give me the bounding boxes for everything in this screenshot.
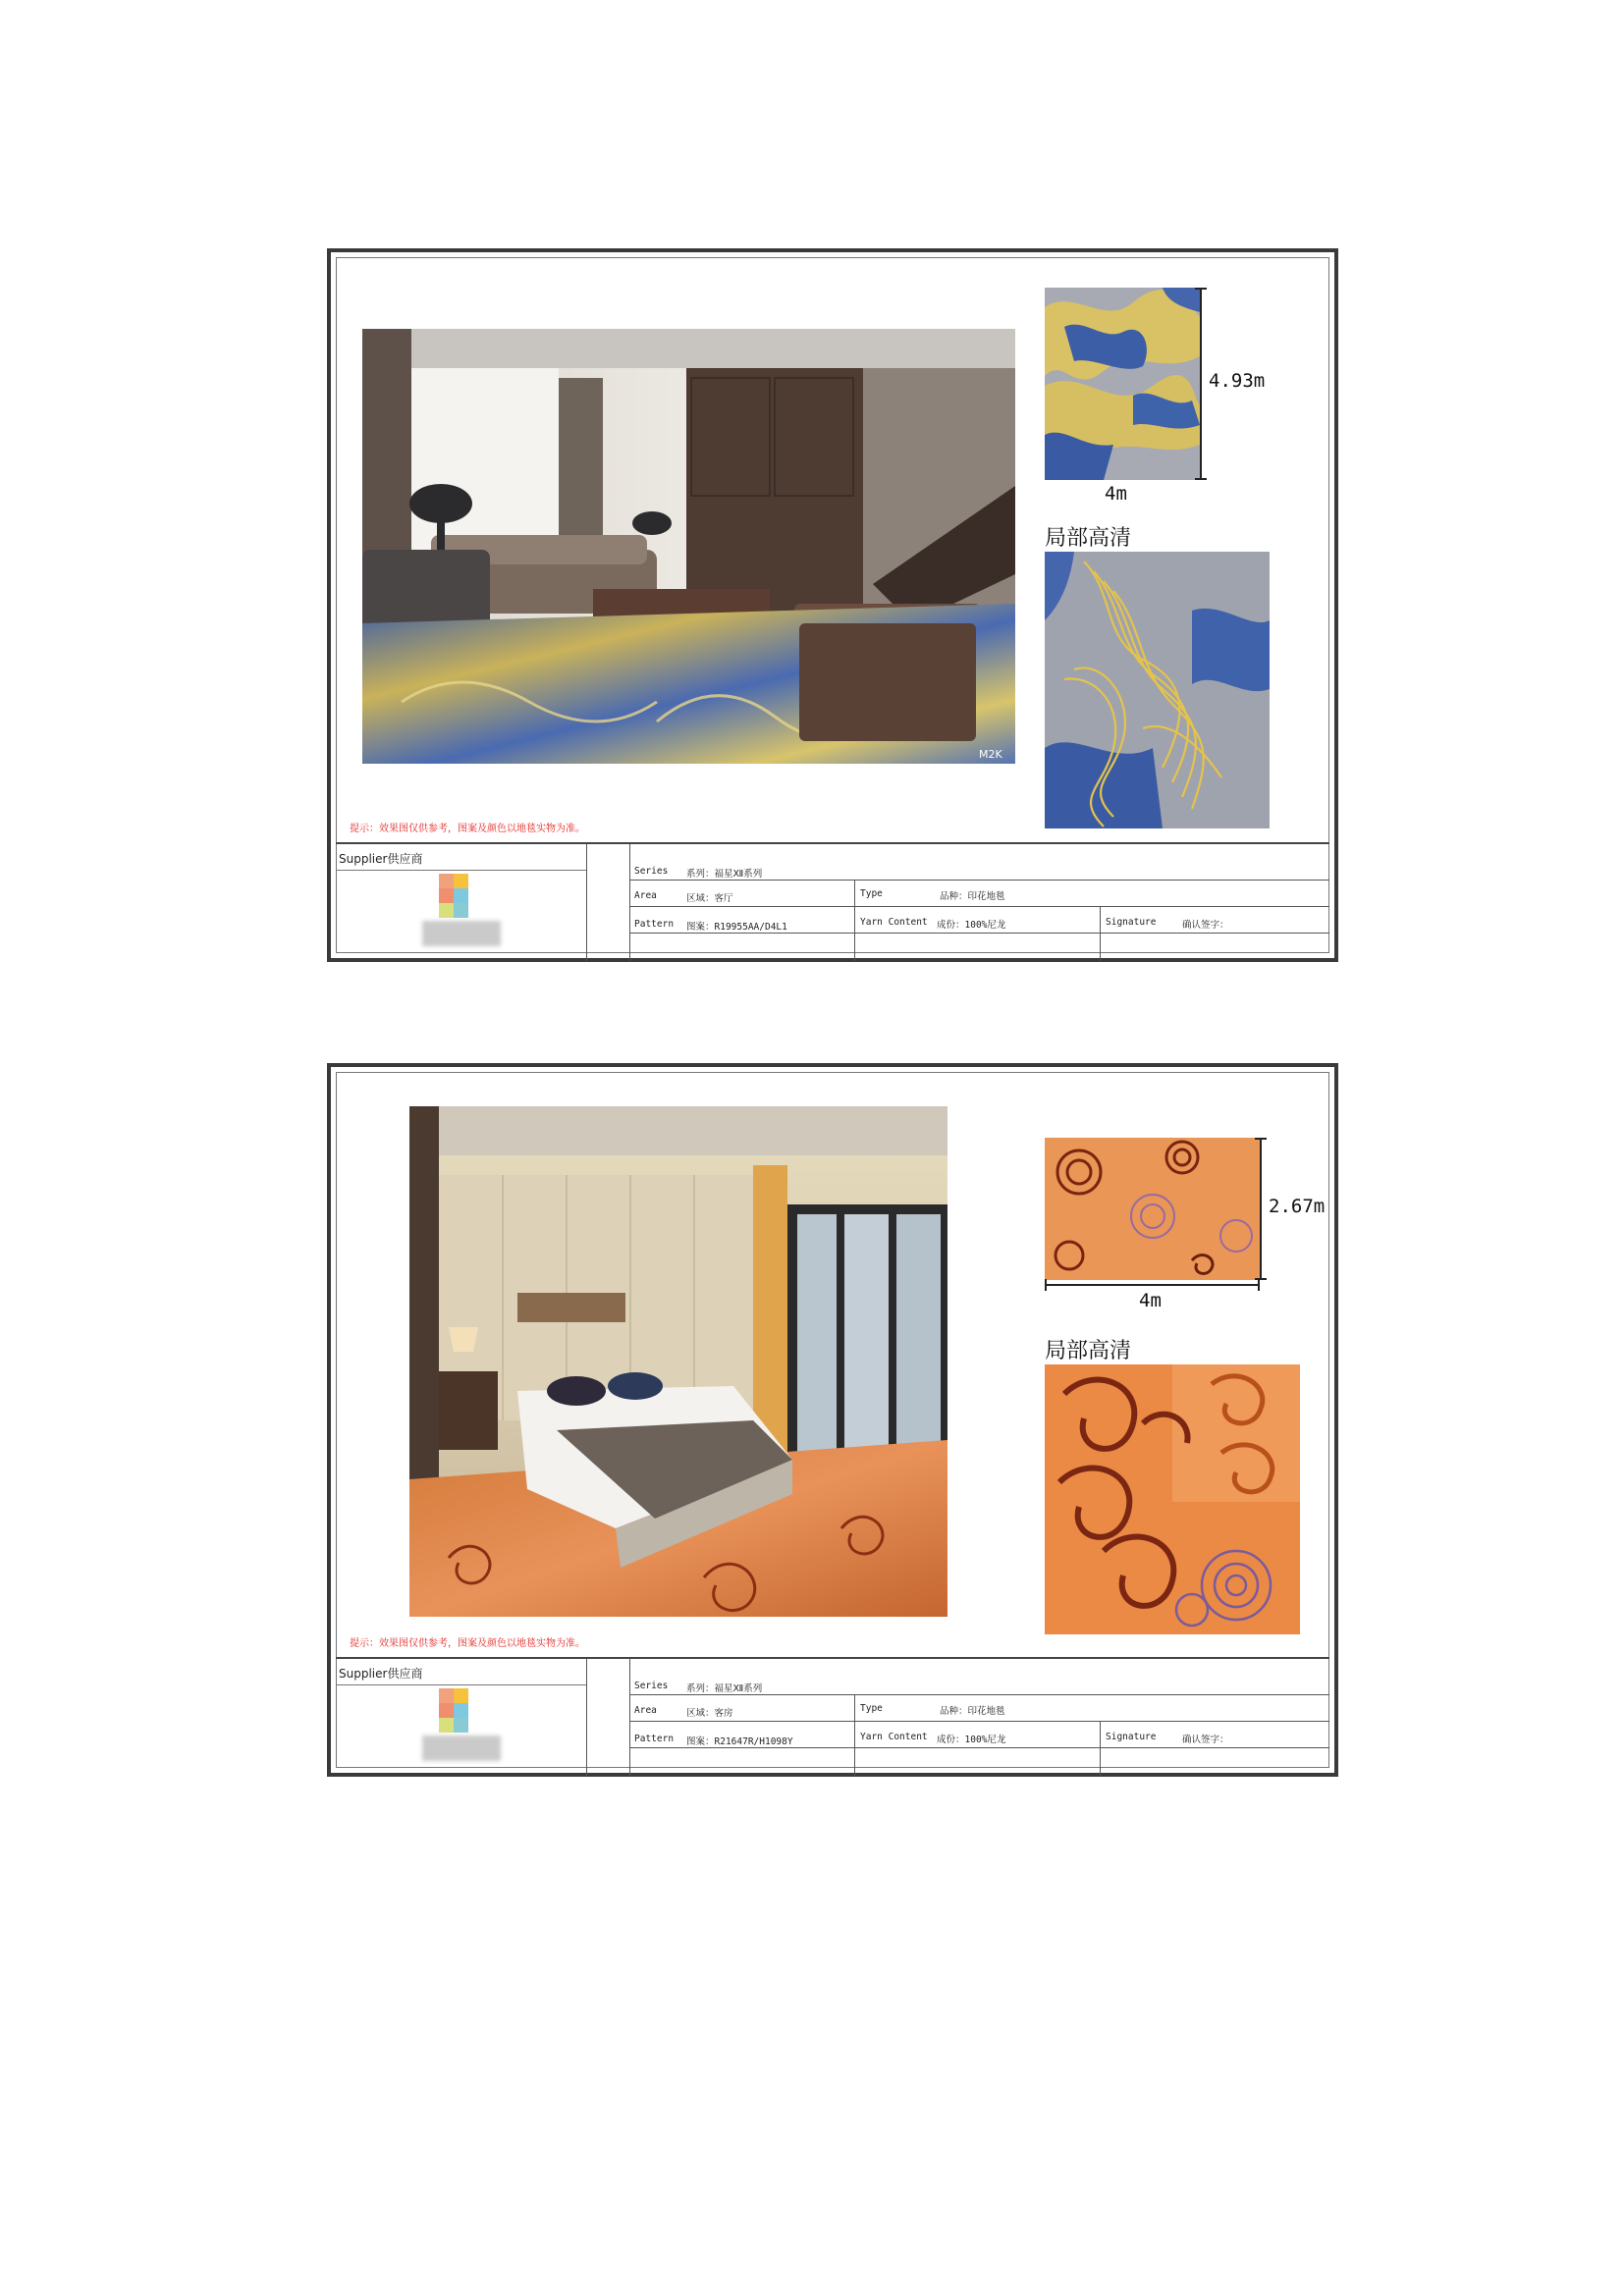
photo-watermark: M2K xyxy=(979,748,1002,761)
signature-label: Signature xyxy=(1106,917,1157,928)
type-value: 品种：印花地毯 xyxy=(940,1706,1005,1717)
type-value: 品种：印花地毯 xyxy=(940,891,1005,902)
rug-detail-swatch xyxy=(1045,1364,1300,1634)
rug-overall-swatch xyxy=(1045,1138,1260,1280)
supplier-box xyxy=(336,844,587,961)
rug-detail-swatch xyxy=(1045,552,1270,828)
pattern-value: 图案：R19955AA/D4L1 xyxy=(686,922,787,933)
type-label: Type xyxy=(860,1703,883,1714)
detail-view-title: 局部高清 xyxy=(1045,1339,1132,1363)
width-dimension-label: 4m xyxy=(1139,1290,1162,1311)
supplier-name-redacted xyxy=(422,921,501,946)
area-value: 区域：客房 xyxy=(686,1708,733,1719)
signature-value: 确认签字： xyxy=(1182,920,1229,931)
type-label: Type xyxy=(860,888,883,899)
series-value: 系列：福星Ⅻ系列 xyxy=(686,1683,763,1694)
detail-view-title: 局部高清 xyxy=(1045,526,1132,551)
series-label: Series xyxy=(634,1681,669,1691)
height-dimension-line xyxy=(1260,1138,1262,1280)
signature-label: Signature xyxy=(1106,1732,1157,1742)
series-label: Series xyxy=(634,866,669,877)
yarn-content-label: Yarn Content xyxy=(860,917,928,928)
rug-overall-swatch xyxy=(1045,288,1200,480)
product-sheet-guest-room xyxy=(327,1063,1338,1777)
supplier-label: Supplier供应商 xyxy=(339,852,423,866)
height-dimension-label: 2.67m xyxy=(1269,1196,1326,1217)
supplier-box xyxy=(336,1659,587,1776)
area-value: 区域：客厅 xyxy=(686,893,733,904)
height-dimension-label: 4.93m xyxy=(1209,370,1266,392)
bedroom-photo xyxy=(409,1106,947,1617)
width-dimension-label: 4m xyxy=(1105,483,1127,505)
disclaimer-note: 提示：效果图仅供参考，图案及颜色以地毯实物为准。 xyxy=(350,824,585,834)
signature-value: 确认签字： xyxy=(1182,1735,1229,1745)
pattern-label: Pattern xyxy=(634,919,675,930)
pattern-value: 图案：R21647R/H1098Y xyxy=(686,1736,793,1747)
supplier-name-redacted xyxy=(422,1735,501,1761)
yarn-content-label: Yarn Content xyxy=(860,1732,928,1742)
supplier-label: Supplier供应商 xyxy=(339,1667,423,1681)
area-label: Area xyxy=(634,1705,657,1716)
living-room-photo xyxy=(362,329,1015,764)
series-value: 系列：福星Ⅻ系列 xyxy=(686,869,763,880)
disclaimer-note: 提示：效果图仅供参考，图案及颜色以地毯实物为准。 xyxy=(350,1638,585,1649)
width-dimension-line xyxy=(1045,1284,1260,1286)
yarn-content-value: 成份：100%尼龙 xyxy=(937,1735,1006,1745)
product-info-table xyxy=(336,842,1329,961)
product-sheet-living-room xyxy=(327,248,1338,962)
yarn-content-value: 成份：100%尼龙 xyxy=(937,920,1006,931)
area-label: Area xyxy=(634,890,657,901)
product-info-table xyxy=(336,1657,1329,1776)
pattern-label: Pattern xyxy=(634,1734,675,1744)
height-dimension-line xyxy=(1200,288,1202,480)
